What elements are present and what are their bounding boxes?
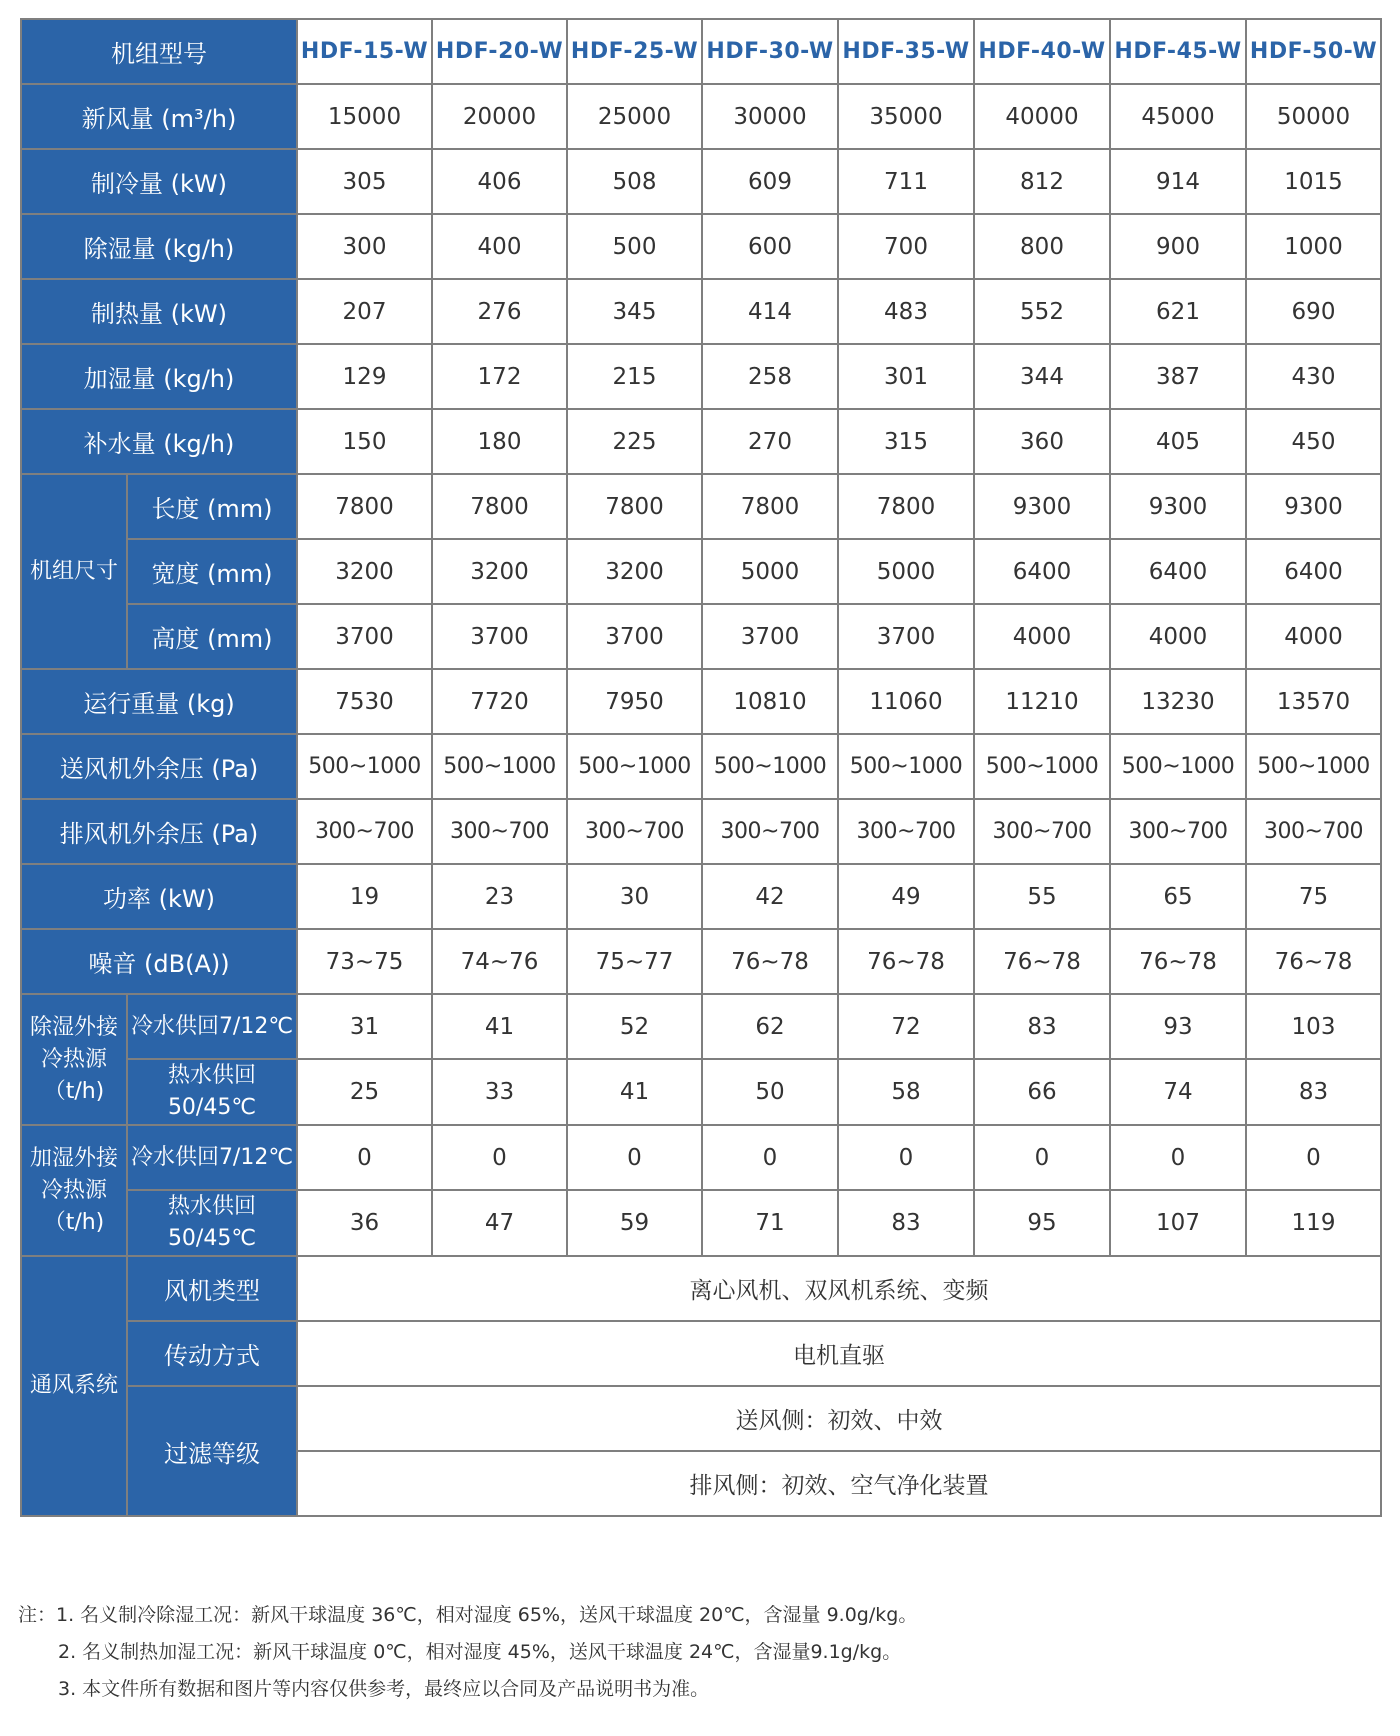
filter-exhaust-value: 排风侧：初效、空气净化装置 [297,1451,1381,1516]
value-cell: 76~78 [1246,929,1381,994]
value-cell: 129 [297,344,432,409]
filter-supply-value: 送风侧：初效、中效 [297,1386,1381,1451]
value-cell: 3200 [567,539,702,604]
value-cell: 35000 [838,84,974,149]
model-header: HDF-45-W [1110,19,1246,84]
value-cell: 20000 [432,84,567,149]
row-humid [21,344,1381,409]
value-cell: 3700 [838,604,974,669]
fan-type-value: 离心风机、双风机系统、变频 [297,1256,1381,1321]
row-drive [21,1321,1381,1386]
row-dehumid [21,214,1381,279]
value-cell: 387 [1110,344,1246,409]
value-cell: 500 [567,214,702,279]
sub-row-label: 过滤等级 [127,1386,297,1516]
row-heating [21,279,1381,344]
value-cell: 300~700 [1246,799,1381,864]
value-cell: 344 [974,344,1110,409]
value-cell: 7800 [702,474,838,539]
group-label-dimensions: 机组尺寸 [21,474,127,669]
spec-table-body [21,19,1381,1516]
value-cell: 5000 [702,539,838,604]
value-cell: 609 [702,149,838,214]
row-label: 加湿量 (kg/h) [21,344,297,409]
value-cell: 300~700 [297,799,432,864]
value-cell: 9300 [974,474,1110,539]
value-cell: 119 [1246,1190,1381,1256]
value-cell: 150 [297,409,432,474]
value-cell: 41 [432,994,567,1059]
model-header: HDF-35-W [838,19,974,84]
value-cell: 500~1000 [1110,734,1246,799]
value-cell: 45000 [1110,84,1246,149]
value-cell: 405 [1110,409,1246,474]
value-cell: 13230 [1110,669,1246,734]
value-cell: 19 [297,864,432,929]
value-cell: 3700 [567,604,702,669]
value-cell: 215 [567,344,702,409]
value-cell: 711 [838,149,974,214]
value-cell: 76~78 [838,929,974,994]
value-cell: 300 [297,214,432,279]
row-weight [21,669,1381,734]
value-cell: 258 [702,344,838,409]
sub-row-label: 风机类型 [127,1256,297,1321]
value-cell: 55 [974,864,1110,929]
value-cell: 315 [838,409,974,474]
value-cell: 7950 [567,669,702,734]
value-cell: 0 [1246,1125,1381,1190]
value-cell: 66 [974,1059,1110,1125]
value-cell: 74 [1110,1059,1246,1125]
value-cell: 406 [432,149,567,214]
value-cell: 50 [702,1059,838,1125]
sub-row-label: 冷水供回7/12℃ [127,994,297,1059]
value-cell: 0 [974,1125,1110,1190]
value-cell: 0 [838,1125,974,1190]
value-cell: 180 [432,409,567,474]
value-cell: 7800 [297,474,432,539]
row-humid-source-hot [21,1190,1381,1256]
value-cell: 62 [702,994,838,1059]
value-cell: 800 [974,214,1110,279]
value-cell: 25000 [567,84,702,149]
value-cell: 7800 [838,474,974,539]
value-cell: 30000 [702,84,838,149]
value-cell: 500~1000 [432,734,567,799]
value-cell: 95 [974,1190,1110,1256]
value-cell: 552 [974,279,1110,344]
value-cell: 25 [297,1059,432,1125]
value-cell: 300~700 [974,799,1110,864]
row-label: 制热量 (kW) [21,279,297,344]
value-cell: 36 [297,1190,432,1256]
value-cell: 76~78 [974,929,1110,994]
model-header: HDF-30-W [702,19,838,84]
sub-row-label: 高度 (mm) [127,604,297,669]
model-header: HDF-50-W [1246,19,1381,84]
value-cell: 305 [297,149,432,214]
group-label-humid-source: 加湿外接冷热源（t/h) [21,1125,127,1256]
value-cell: 276 [432,279,567,344]
value-cell: 6400 [1246,539,1381,604]
spec-table [20,18,1382,1517]
value-cell: 0 [297,1125,432,1190]
value-cell: 600 [702,214,838,279]
value-cell: 15000 [297,84,432,149]
row-label: 运行重量 (kg) [21,669,297,734]
value-cell: 75 [1246,864,1381,929]
value-cell: 690 [1246,279,1381,344]
value-cell: 300~700 [1110,799,1246,864]
row-humid-source-cold [21,1125,1381,1190]
note-3: 3. 本文件所有数据和图片等内容仅供参考，最终应以合同及产品说明书为准。 [58,1678,710,1700]
value-cell: 414 [702,279,838,344]
value-cell: 4000 [1110,604,1246,669]
value-cell: 10810 [702,669,838,734]
value-cell: 7800 [567,474,702,539]
value-cell: 500~1000 [974,734,1110,799]
row-label: 制冷量 (kW) [21,149,297,214]
row-noise [21,929,1381,994]
value-cell: 58 [838,1059,974,1125]
value-cell: 360 [974,409,1110,474]
value-cell: 11210 [974,669,1110,734]
note-2: 2. 名义制热加湿工况：新风干球温度 0℃，相对湿度 45%，送风干球温度 24℃，含湿量9.1g/kg。 [58,1641,902,1663]
header-row [21,19,1381,84]
value-cell: 23 [432,864,567,929]
value-cell: 47 [432,1190,567,1256]
value-cell: 4000 [974,604,1110,669]
value-cell: 71 [702,1190,838,1256]
value-cell: 0 [567,1125,702,1190]
value-cell: 73~75 [297,929,432,994]
value-cell: 13570 [1246,669,1381,734]
value-cell: 41 [567,1059,702,1125]
value-cell: 6400 [1110,539,1246,604]
value-cell: 76~78 [1110,929,1246,994]
row-fan-type [21,1256,1381,1321]
value-cell: 207 [297,279,432,344]
value-cell: 508 [567,149,702,214]
value-cell: 65 [1110,864,1246,929]
value-cell: 7800 [432,474,567,539]
sub-row-label: 热水供回50/45℃ [127,1059,297,1125]
value-cell: 49 [838,864,974,929]
value-cell: 450 [1246,409,1381,474]
value-cell: 300~700 [702,799,838,864]
value-cell: 83 [1246,1059,1381,1125]
model-header: HDF-15-W [297,19,432,84]
row-air-volume [21,84,1381,149]
row-cooling [21,149,1381,214]
spec-table-wrapper [20,18,1380,1517]
row-label: 噪音 (dB(A)) [21,929,297,994]
row-dehumid-source-cold [21,994,1381,1059]
value-cell: 900 [1110,214,1246,279]
drive-value: 电机直驱 [297,1321,1381,1386]
value-cell: 914 [1110,149,1246,214]
row-label: 功率 (kW) [21,864,297,929]
value-cell: 3200 [297,539,432,604]
value-cell: 9300 [1246,474,1381,539]
value-cell: 4000 [1246,604,1381,669]
row-dimension-height [21,604,1381,669]
row-dehumid-source-hot [21,1059,1381,1125]
value-cell: 7720 [432,669,567,734]
value-cell: 83 [838,1190,974,1256]
value-cell: 42 [702,864,838,929]
row-supply-pressure [21,734,1381,799]
group-label-ventilation: 通风系统 [21,1256,127,1516]
row-label: 新风量 (m³/h) [21,84,297,149]
value-cell: 11060 [838,669,974,734]
value-cell: 500~1000 [1246,734,1381,799]
value-cell: 345 [567,279,702,344]
value-cell: 500~1000 [297,734,432,799]
value-cell: 1000 [1246,214,1381,279]
model-header: HDF-40-W [974,19,1110,84]
value-cell: 93 [1110,994,1246,1059]
value-cell: 59 [567,1190,702,1256]
row-makeup-water [21,409,1381,474]
value-cell: 300~700 [432,799,567,864]
value-cell: 33 [432,1059,567,1125]
model-header: HDF-20-W [432,19,567,84]
value-cell: 83 [974,994,1110,1059]
value-cell: 75~77 [567,929,702,994]
row-filter-supply [21,1386,1381,1451]
value-cell: 500~1000 [702,734,838,799]
value-cell: 400 [432,214,567,279]
value-cell: 0 [1110,1125,1246,1190]
sub-row-label: 冷水供回7/12℃ [127,1125,297,1190]
group-label-dehumid-source: 除湿外接冷热源（t/h) [21,994,127,1125]
value-cell: 31 [297,994,432,1059]
row-exhaust-pressure [21,799,1381,864]
value-cell: 700 [838,214,974,279]
row-label: 补水量 (kg/h) [21,409,297,474]
header-label: 机组型号 [21,19,297,84]
value-cell: 9300 [1110,474,1246,539]
value-cell: 301 [838,344,974,409]
value-cell: 500~1000 [838,734,974,799]
value-cell: 483 [838,279,974,344]
sub-row-label: 长度 (mm) [127,474,297,539]
value-cell: 270 [702,409,838,474]
value-cell: 0 [702,1125,838,1190]
model-header: HDF-25-W [567,19,702,84]
value-cell: 3700 [702,604,838,669]
value-cell: 621 [1110,279,1246,344]
value-cell: 76~78 [702,929,838,994]
value-cell: 50000 [1246,84,1381,149]
value-cell: 3200 [432,539,567,604]
value-cell: 7530 [297,669,432,734]
value-cell: 5000 [838,539,974,604]
row-label: 送风机外余压 (Pa) [21,734,297,799]
sub-row-label: 传动方式 [127,1321,297,1386]
row-label: 排风机外余压 (Pa) [21,799,297,864]
row-dimension-width [21,539,1381,604]
value-cell: 1015 [1246,149,1381,214]
value-cell: 225 [567,409,702,474]
row-label: 除湿量 (kg/h) [21,214,297,279]
value-cell: 3700 [432,604,567,669]
value-cell: 300~700 [567,799,702,864]
value-cell: 812 [974,149,1110,214]
value-cell: 74~76 [432,929,567,994]
value-cell: 6400 [974,539,1110,604]
value-cell: 52 [567,994,702,1059]
row-dimension-length [21,474,1381,539]
value-cell: 172 [432,344,567,409]
value-cell: 40000 [974,84,1110,149]
value-cell: 3700 [297,604,432,669]
value-cell: 107 [1110,1190,1246,1256]
value-cell: 103 [1246,994,1381,1059]
note-1: 注：1. 名义制冷除湿工况：新风干球温度 36℃，相对湿度 65%，送风干球温度 20℃，含湿量 9.0g/kg。 [18,1604,918,1626]
value-cell: 30 [567,864,702,929]
value-cell: 300~700 [838,799,974,864]
value-cell: 430 [1246,344,1381,409]
notes [18,1597,1378,1708]
value-cell: 500~1000 [567,734,702,799]
row-power [21,864,1381,929]
value-cell: 72 [838,994,974,1059]
sub-row-label: 热水供回50/45℃ [127,1190,297,1256]
value-cell: 0 [432,1125,567,1190]
sub-row-label: 宽度 (mm) [127,539,297,604]
